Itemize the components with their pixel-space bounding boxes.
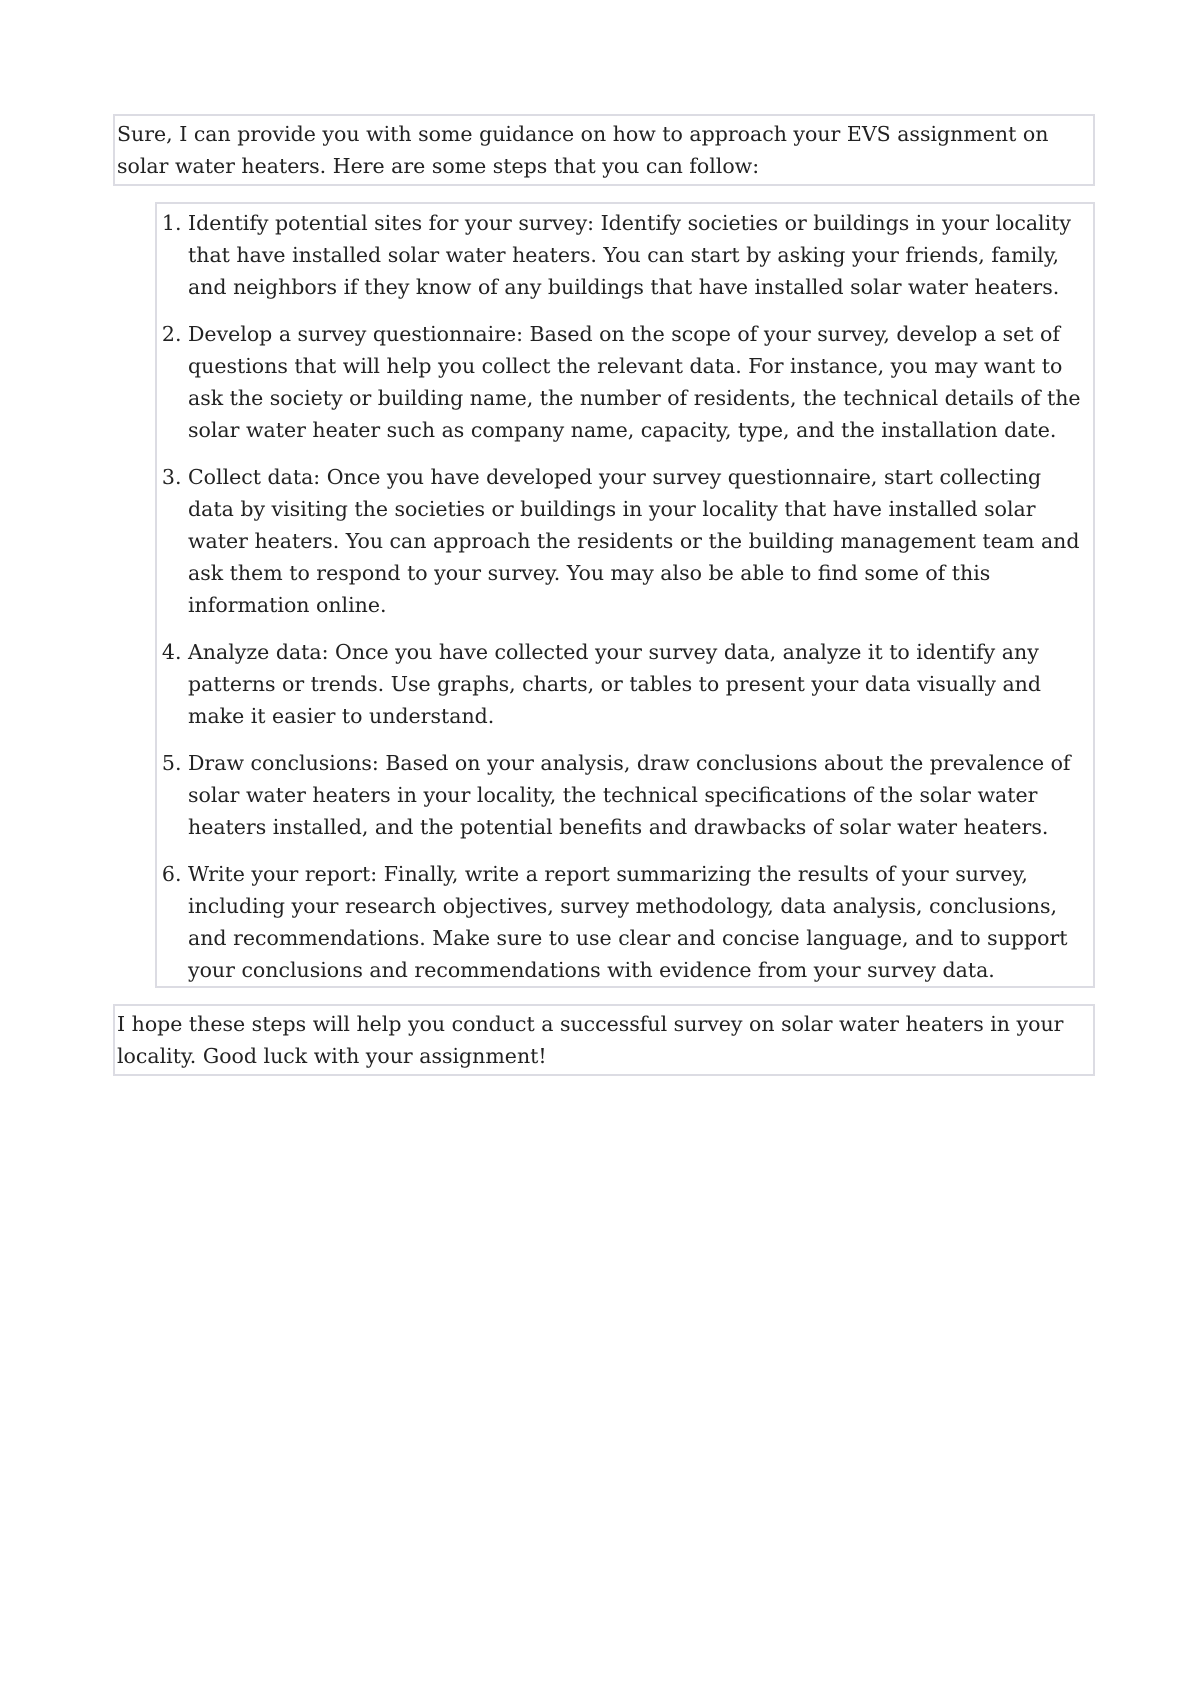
document-page bbox=[113, 114, 1095, 1076]
list-item: 3. Collect data: Once you have developed your survey questionnaire, start collecting data by visiting the societies or buildings in your locality that have installed solar water heaters. You can approach the residents or the building management team and ask them to respond to your survey. You may also be able to find some of this information online. bbox=[188, 461, 1091, 621]
intro-paragraph: Sure, I can provide you with some guidance on how to approach your EVS assignment on solar water heaters. Here are some steps that you can follow: bbox=[113, 114, 1095, 186]
list-item: 2. Develop a survey questionnaire: Based on the scope of your survey, develop a set of questions that will help you collect the relevant data. For instance, you may want to ask the society or building name, the number of residents, the technical details of the solar water heater such as company name, capacity, type, and the installation date. bbox=[188, 318, 1091, 446]
steps-list-container bbox=[155, 202, 1095, 988]
list-item: 1. Identify potential sites for your survey: Identify societies or buildings in your locality that have installed solar water heaters. You can start by asking your friends, family, and neighbors if they know of any buildings that have installed solar water heaters. bbox=[188, 207, 1091, 303]
list-item: 5. Draw conclusions: Based on your analysis, draw conclusions about the prevalence of solar water heaters in your locality, the technical specifications of the solar water heaters installed, and the potential benefits and drawbacks of solar water heaters. bbox=[188, 747, 1091, 843]
list-item: 6. Write your report: Finally, write a report summarizing the results of your survey, including your research objectives, survey methodology, data analysis, conclusions, and recommendations. Make sure to use clear and concise language, and to support your conclusions and recommendations with evidence from your survey data. bbox=[188, 858, 1091, 986]
steps-list bbox=[159, 207, 1091, 986]
list-item: 4. Analyze data: Once you have collected your survey data, analyze it to identify any patterns or trends. Use graphs, charts, or tables to present your data visually and make it easier to understand. bbox=[188, 636, 1091, 732]
closing-paragraph: I hope these steps will help you conduct a successful survey on solar water heaters in your locality. Good luck with your assignment! bbox=[113, 1004, 1095, 1076]
